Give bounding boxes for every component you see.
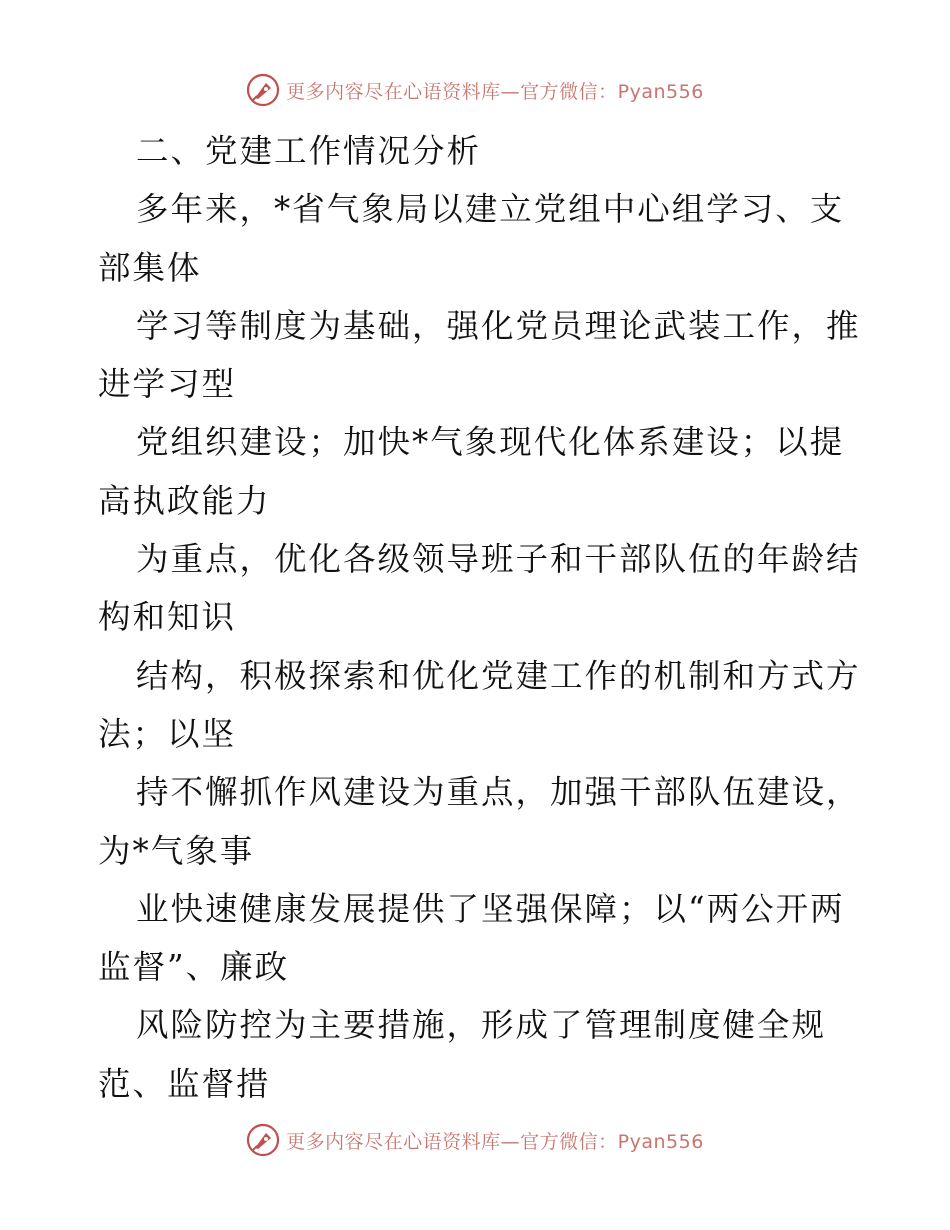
footer-banner: [0, 1118, 950, 1162]
paragraph-line: 持不懈抓作风建设为重点，加强干部队伍建设，: [136, 773, 861, 812]
paragraph-line: 监督”、廉政: [98, 948, 290, 987]
paragraph-line: 多年来，*省气象局以建立党组中心组学习、支: [136, 190, 845, 229]
paragraph-line: 结构，积极探索和优化党建工作的机制和方式方: [136, 656, 861, 695]
paragraph-line: 进学习型: [98, 365, 237, 404]
paragraph-line: 构和知识: [98, 598, 237, 637]
paragraph-line: 业快速健康发展提供了坚强保障；以“两公开两: [136, 889, 845, 928]
paragraph-line: 党组织建设；加快*气象现代化体系建设；以提: [136, 423, 845, 462]
paragraph-line: 风险防控为主要措施，形成了管理制度健全规: [136, 1006, 827, 1045]
footer-banner-text: 更多内容尽在心语资料库—官方微信：Pyan556: [286, 1130, 704, 1153]
document-body: [98, 122, 861, 1113]
pen-nib-logo-icon: [246, 73, 280, 107]
paragraph-line: 为重点，优化各级领导班子和干部队伍的年龄结: [136, 540, 861, 579]
paragraph-line: 学习等制度为基础，强化党员理论武装工作，推: [136, 306, 861, 345]
paragraph-line: 为*气象事: [98, 831, 255, 870]
pen-nib-logo-icon: [246, 1123, 280, 1157]
header-banner-text: 更多内容尽在心语资料库—官方微信：Pyan556: [286, 80, 704, 103]
header-banner: [0, 68, 950, 112]
section-heading: 二、党建工作情况分析: [136, 132, 482, 170]
paragraph-line: 高执政能力: [98, 481, 271, 520]
paragraph-line: 范、监督措: [98, 1064, 271, 1103]
paragraph-line: 法；以坚: [98, 714, 237, 753]
paragraph-line: 部集体: [98, 248, 202, 287]
